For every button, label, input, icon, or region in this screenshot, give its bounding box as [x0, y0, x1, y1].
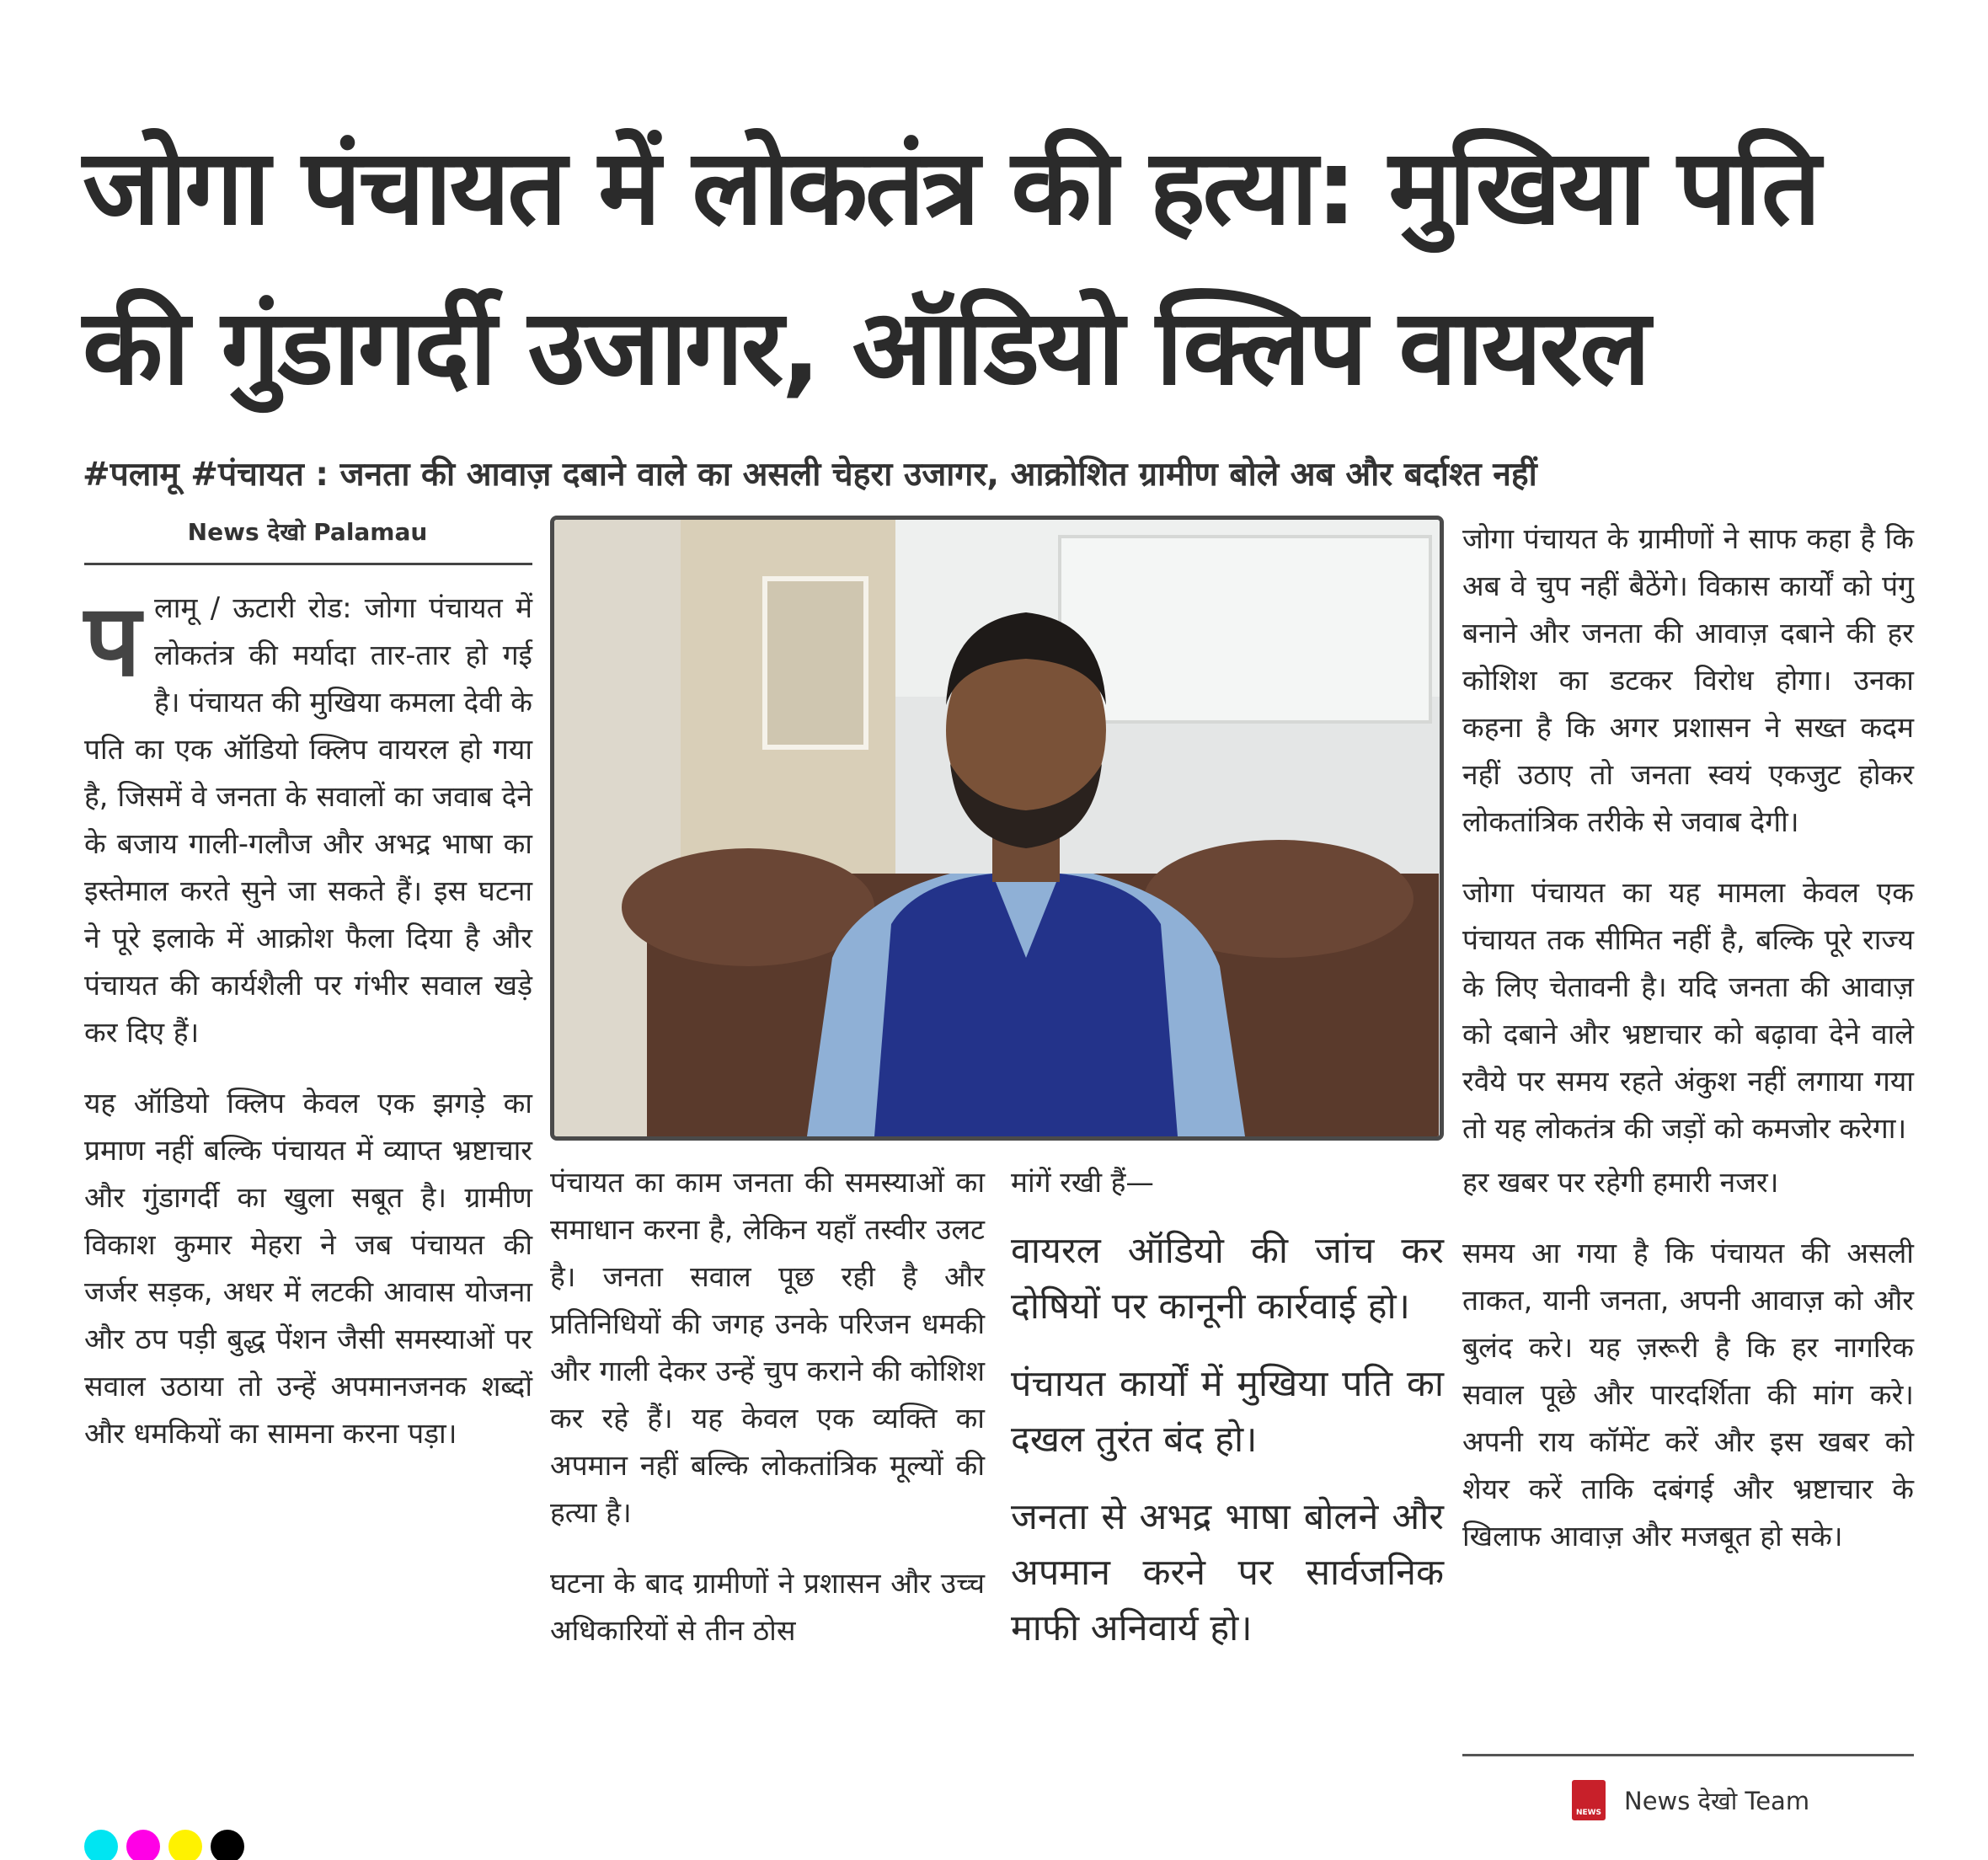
col4-tagline: हर खबर पर रहेगी हमारी नजर।	[1462, 1166, 1779, 1199]
col4-paragraph-2: जोगा पंचायत का यह मामला केवल एक पंचायत तक सीमित नहीं है, बल्कि पूरे राज्य के लिए चेतावनी है। यदि जनता की आवाज़ को दबाने और भ्रष्टाचार को बढ़ावा देने वाले रवैये पर समय रहते अंकुश नहीं लगाया गया तो यह लोकतंत्र की जड़ों को कमजोर करेगा।	[1462, 876, 1914, 1145]
dropcap: प	[84, 582, 142, 698]
demand-2: पंचायत कार्यों में मुखिया पति का दखल तुरंत बंद हो।	[1011, 1363, 1444, 1461]
subheadline: #पलामू #पंचायत : जनता की आवाज़ दबाने वाले का असली चेहरा उजागर, आक्रोशित ग्रामीण बोले अब और बर्दाश्त नहीं	[83, 456, 1537, 494]
demands-intro: मांगें रखी हैं—	[1011, 1166, 1154, 1199]
col4-paragraph-1: जोगा पंचायत के ग्रामीणों ने साफ कहा है कि अब वे चुप नहीं बैठेंगे। विकास कार्यों को पंगु बनाने और जनता की आवाज़ दबाने की हर कोशिश का डटकर विरोध होगा। उनका कहना है कि अगर प्रशासन ने सख्त कदम नहीं उठाए तो जनता स्वयं एकजुट होकर लोकतांत्रिक तरीके से जवाब देगी।	[1462, 522, 1914, 838]
byline-divider	[84, 563, 532, 565]
magenta-dot	[126, 1830, 160, 1860]
article-end-divider	[1462, 1754, 1914, 1756]
col2-paragraph-2: घटना के बाद ग्रामीणों ने प्रशासन और उच्च अधिकारियों से तीन ठोस	[550, 1567, 985, 1647]
article-column-4	[1462, 516, 1914, 1560]
col1-paragraph-1	[84, 582, 532, 1056]
team-credit	[1572, 1779, 1809, 1821]
black-dot	[211, 1830, 244, 1860]
print-registration-dots	[84, 1830, 244, 1860]
cyan-dot	[84, 1830, 118, 1860]
yellow-dot	[168, 1830, 202, 1860]
article-photo	[550, 516, 1444, 1141]
article-column-2	[550, 1159, 985, 1654]
demand-3: जनता से अभद्र भाषा बोलने और अपमान करने पर सार्वजनिक माफी अनिवार्य हो।	[1011, 1496, 1444, 1649]
photo-illustration	[554, 520, 1440, 1136]
headline: जोगा पंचायत में लोकतंत्र की हत्या: मुखिया पति की गुंडागर्दी उजागर, ऑडियो क्लिप वायरल	[83, 127, 1819, 409]
col4-paragraph-3: समय आ गया है कि पंचायत की असली ताकत, यानी जनता, अपनी आवाज़ को और बुलंद करे। यह ज़रूरी है कि हर नागरिक सवाल पूछे और पारदर्शिता की मांग करे। अपनी राय कॉमेंट करें और इस खबर को शेयर करें ताकि दबंगई और भ्रष्टाचार के खिलाफ आवाज़ और मजबूत हो सके।	[1462, 1237, 1914, 1553]
demand-1: वायरल ऑडियो की जांच कर दोषियों पर कानूनी कार्रवाई हो।	[1011, 1230, 1444, 1328]
col2-paragraph-1: पंचायत का काम जनता की समस्याओं का समाधान करना है, लेकिन यहाँ तस्वीर उलट है। जनता सवाल पूछ रही है और प्रतिनिधियों की जगह उनके परिजन धमकी और गाली देकर उन्हें चुप कराने की कोशिश कर रहे हैं। यह केवल एक व्यक्ति का अपमान नहीं बल्कि लोकतांत्रिक मूल्यों की हत्या है।	[550, 1166, 985, 1529]
col1-paragraph-1-text: लामू / ऊटारी रोड: जोगा पंचायत में लोकतंत्र की मर्यादा तार-तार हो गई है। पंचायत की मुखिया कमला देवी के पति का एक ऑडियो क्लिप वायरल हो गया है, जिसमें वे जनता के सवालों का जवाब देने के बजाय गाली-गलौज और अभद्र भाषा का इस्तेमाल करते सुने जा सकते हैं। इस घटना ने पूरे इलाके में आक्रोश फैला दिया है और पंचायत की कार्यशैली पर गंभीर सवाल खड़े कर दिए हैं।	[84, 591, 532, 1049]
article-column-3	[1011, 1159, 1444, 1656]
news-logo-icon: NEWS	[1572, 1780, 1606, 1820]
col1-paragraph-2: यह ऑडियो क्लिप केवल एक झगड़े का प्रमाण नहीं बल्कि पंचायत में व्याप्त भ्रष्टाचार और गुंडागर्दी का खुला सबूत है। ग्रामीण विकाश कुमार मेहरा ने जब पंचायत की जर्जर सड़क, अधर में लटकी आवास योजना और ठप पड़ी बुद्ध पेंशन जैसी समस्याओं पर सवाल उठाया तो उन्हें अपमानजनक शब्दों और धमकियों का सामना करना पड़ा।	[84, 1087, 532, 1450]
demands-list	[1011, 1223, 1444, 1656]
byline: News देखो Palamau	[187, 518, 428, 546]
article-column-1	[84, 582, 532, 1457]
team-name: News देखो Team	[1624, 1786, 1810, 1815]
